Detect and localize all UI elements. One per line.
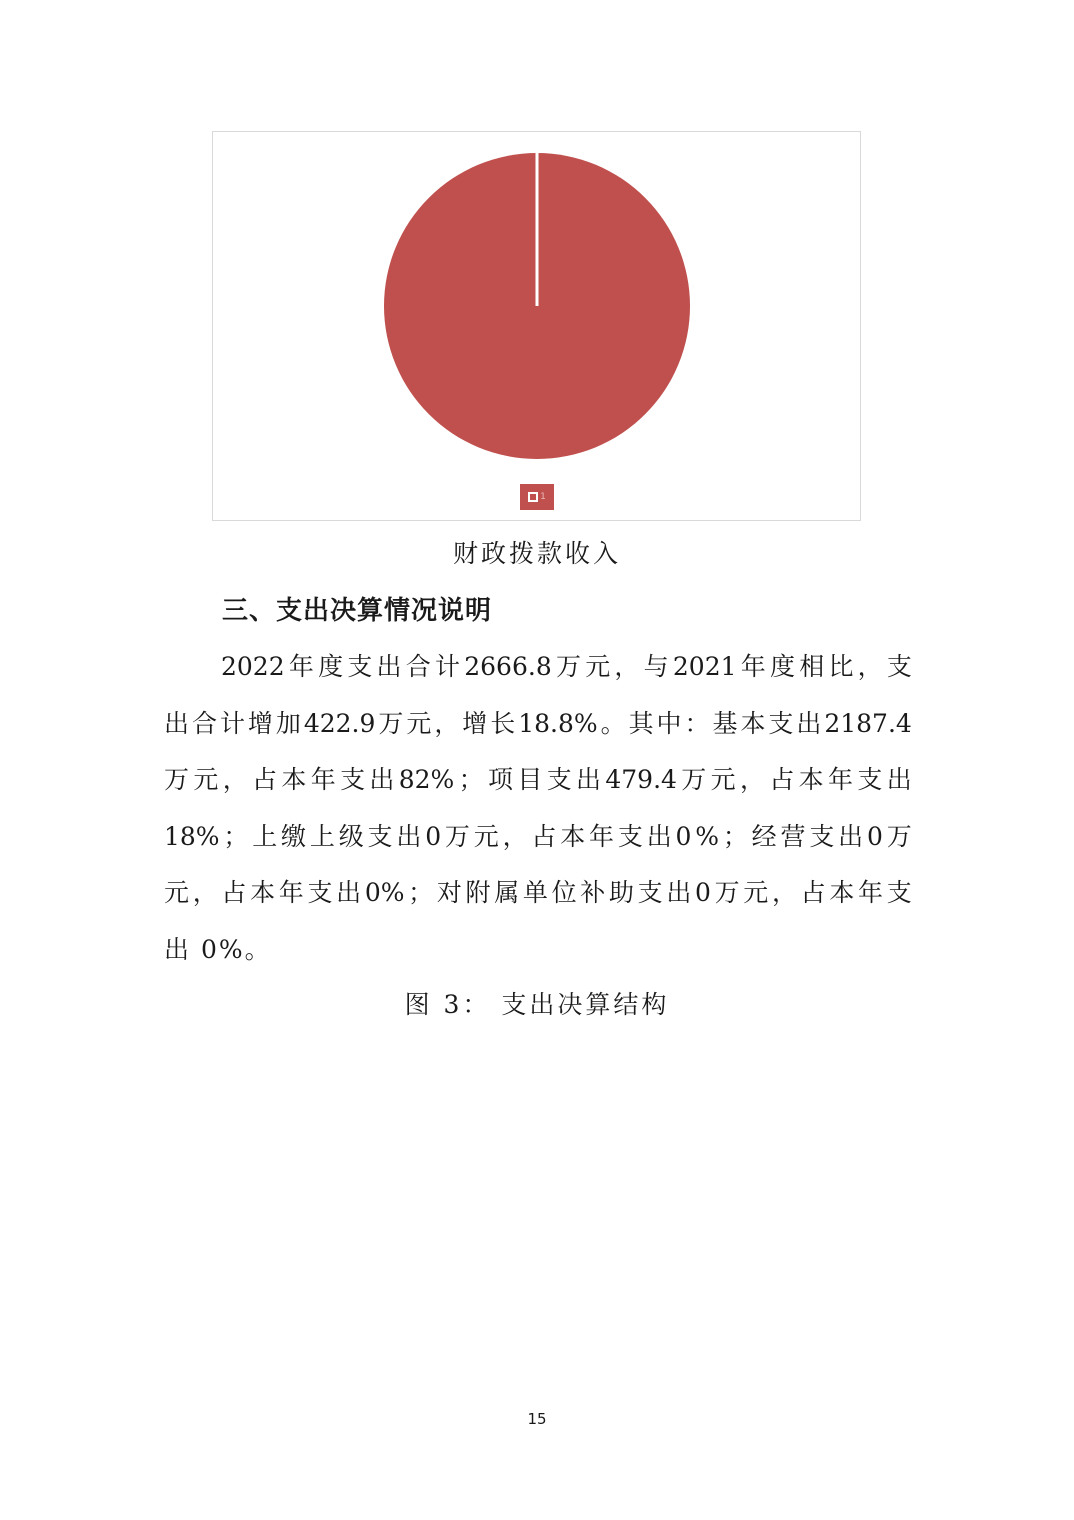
paragraph-line: 出 合 计 增 加 422.9 万 元 ， 增 长 18.8% 。 其 中 ： 基 本 支 出 2187.4 (164, 708, 912, 738)
pie-chart-frame (212, 131, 861, 521)
page-number: 15 (527, 1410, 547, 1428)
paragraph-line: 2022 年 度 支 出 合 计 2666.8 万 元 ， 与 2021 年 度 相 比 ， 支 (221, 652, 912, 681)
paragraph-line: 出 0%。 (164, 934, 272, 964)
paragraph-line: 万 元 ， 占 本 年 支 出 82% ； 项 目 支 出 479.4 万 元 ， 占 本 年 支 出 (164, 765, 912, 794)
pie-chart (213, 132, 862, 522)
legend-swatch (528, 492, 538, 502)
paragraph-line: 18% ； 上 缴 上 级 支 出 0 万 元 ， 占 本 年 支 出 0 % ； 经 营 支 出 0 万 (164, 821, 912, 851)
chart-legend (520, 484, 554, 510)
chart-caption: 财政拨款收入 (452, 539, 621, 568)
paragraph-line: 元 ， 占 本 年 支 出 0% ； 对 附 属 单 位 补 助 支 出 0 万 元 ， 占 本 年 支 (164, 878, 912, 907)
section-heading: 三、支出决算情况说明 (222, 596, 493, 626)
body-paragraph (164, 642, 912, 981)
figure-caption: 图 3： 支出决算结构 (404, 990, 670, 1019)
legend-label: 1 (540, 492, 546, 502)
